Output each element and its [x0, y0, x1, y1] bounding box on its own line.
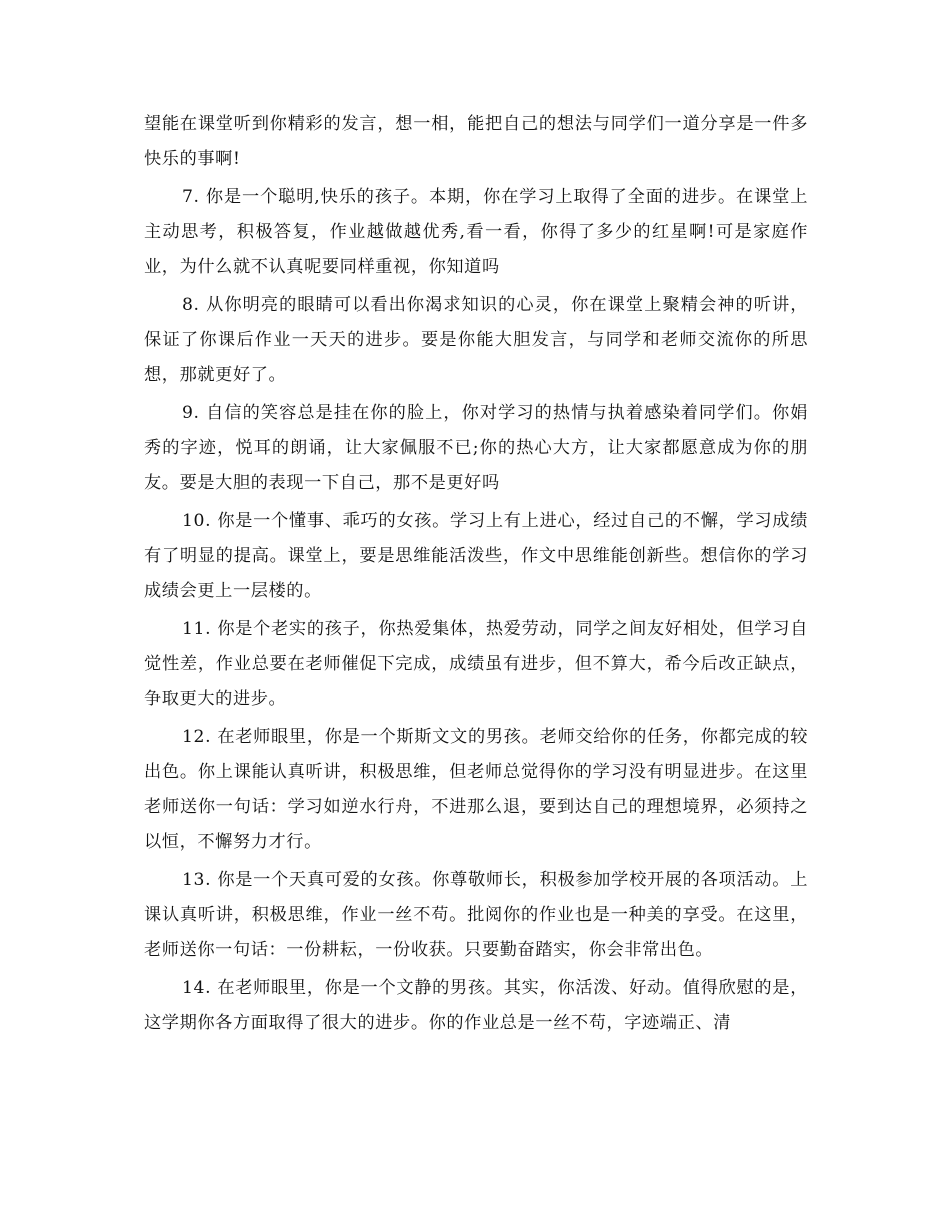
- paragraph-comment-8: 8. 从你明亮的眼睛可以看出你渴求知识的心灵，你在课堂上聚精会神的听讲，保证了你课后作业一天天的进步。要是你能大胆发言，与同学和老师交流你的所思想，那就更好了。: [144, 295, 808, 385]
- paragraph-comment-10: 10. 你是一个懂事、乖巧的女孩。学习上有上进心，经过自己的不懈，学习成绩有了明显的提高。课堂上，要是思维能活泼些，作文中思维能创新些。想信你的学习成绩会更上一层楼的。: [144, 511, 808, 601]
- paragraph-comment-14: 14. 在老师眼里，你是一个文静的男孩。其实，你活泼、好动。值得欣慰的是，这学期你各方面取得了很大的进步。你的作业总是一丝不苟，字迹端正、清: [144, 978, 808, 1033]
- paragraph-continued: 望能在课堂听到你精彩的发言，想一相，能把自己的想法与同学们一道分享是一件多快乐的事啊!: [144, 114, 808, 169]
- paragraph-comment-13: 13. 你是一个天真可爱的女孩。你尊敬师长，积极参加学校开展的各项活动。上课认真听讲，积极思维，作业一丝不苟。批阅你的作业也是一种美的享受。在这里，老师送你一句话：一份耕耘，一份收获。只要勤奋踏实，你会非常出色。: [144, 870, 808, 960]
- paragraph-comment-7: 7. 你是一个聪明,快乐的孩子。本期，你在学习上取得了全面的进步。在课堂上主动思考，积极答复，作业越做越优秀,看一看，你得了多少的红星啊!可是家庭作业，为什么就不认真呢要同样重视，你知道吗: [144, 187, 808, 277]
- paragraph-comment-11: 11. 你是个老实的孩子，你热爱集体，热爱劳动，同学之间友好相处，但学习自觉性差，作业总要在老师催促下完成，成绩虽有进步，但不算大，希今后改正缺点，争取更大的进步。: [144, 619, 808, 709]
- paragraph-comment-9: 9. 自信的笑容总是挂在你的脸上，你对学习的热情与执着感染着同学们。你娟秀的字迹，悦耳的朗诵，让大家佩服不已;你的热心大方，让大家都愿意成为你的朋友。要是大胆的表现一下自己，那不是更好吗: [144, 403, 808, 493]
- document-page: [144, 107, 808, 1044]
- paragraph-comment-12: 12. 在老师眼里，你是一个斯斯文文的男孩。老师交给你的任务，你都完成的较出色。你上课能认真听讲，积极思维，但老师总觉得你的学习没有明显进步。在这里老师送你一句话：学习如逆水行舟，不进那么退，要到达自己的理想境界，必须持之以恒，不懈努力才行。: [144, 727, 808, 852]
